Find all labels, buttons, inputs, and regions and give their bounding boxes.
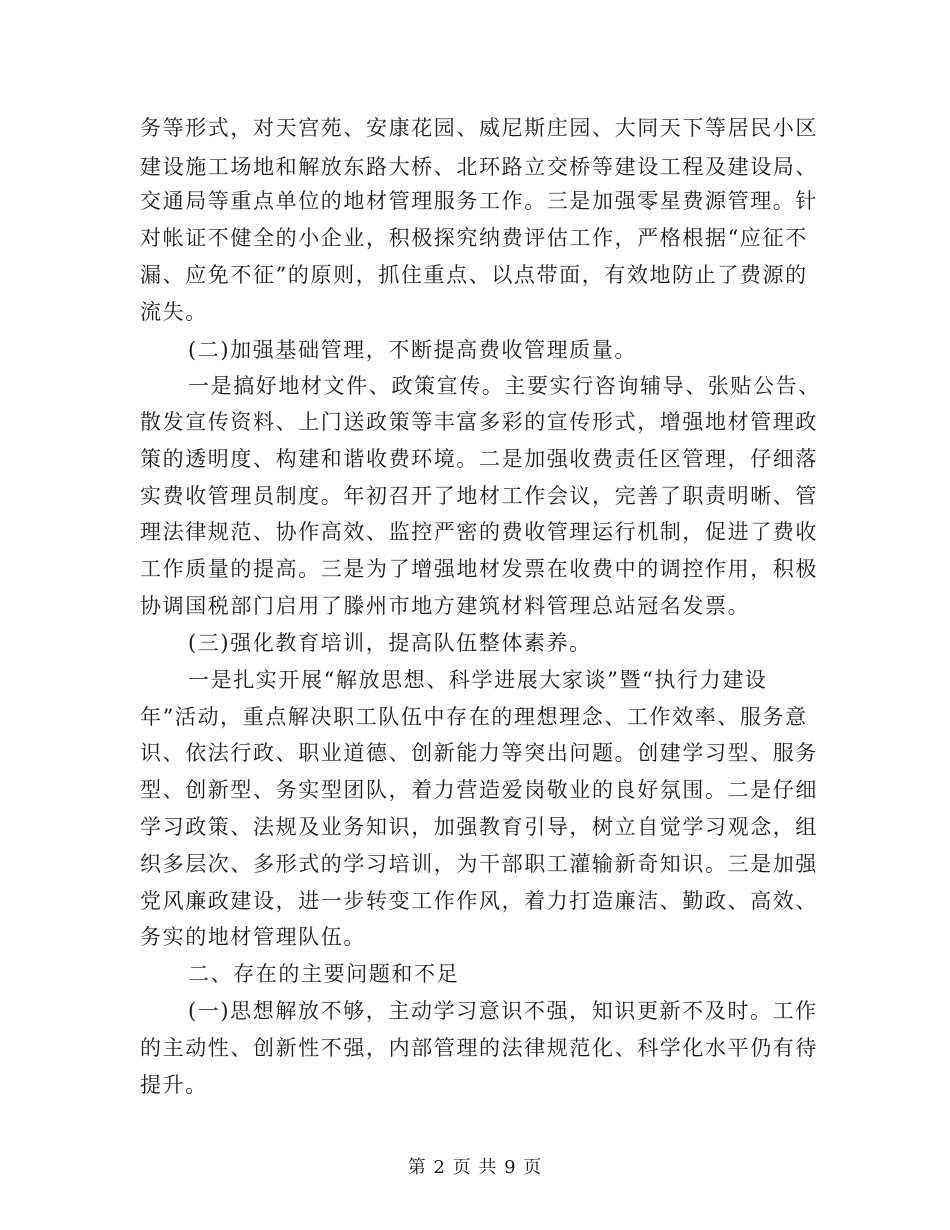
body-line: (一)思想解放不够，主动学习意识不强，知识更新不及时。工作	[188, 999, 818, 1023]
body-line: 一是扎实开展“解放思想、科学进展大家谈”暨“执行力建设	[188, 668, 768, 692]
body-line: 漏、应免不征”的原则，抓住重点、以点带面，有效地防止了费源的	[140, 263, 808, 287]
section-heading: 二、存在的主要问题和不足	[188, 962, 460, 986]
body-line: 学习政策、法规及业务知识，加强教育引导，树立自觉学习观念，组	[140, 815, 818, 839]
body-line: 协调国税部门启用了滕州市地方建筑材料管理总站冠名发票。	[140, 594, 751, 618]
section-heading: (三)强化教育培训，提高队伍整体素养。	[188, 631, 592, 655]
body-line: 一是搞好地材文件、政策宣传。主要实行咨询辅导、张贴公告、	[188, 374, 821, 398]
body-line: 党风廉政建设，进一步转变工作作风，着力打造廉洁、勤政、高效、	[140, 889, 818, 913]
body-line: 务等形式，对天宫苑、安康花园、威尼斯庄园、大同天下等居民小区	[140, 116, 818, 140]
body-line: 工作质量的提高。三是为了增强地材发票在收费中的调控作用，积极	[140, 557, 818, 581]
body-line: 提升。	[140, 1073, 208, 1097]
body-line: 交通局等重点单位的地材管理服务工作。三是加强零星费源管理。针	[140, 189, 818, 213]
body-line: 型、创新型、务实型团队，着力营造爱岗敬业的良好氛围。二是仔细	[140, 778, 818, 802]
body-line: 理法律规范、协作高效、监控严密的费收管理运行机制，促进了费收	[140, 520, 818, 544]
body-line: 策的透明度、构建和谐收费环境。二是加强收费责任区管理，仔细落	[140, 447, 818, 471]
body-line: 的主动性、创新性不强，内部管理的法律规范化、科学化水平仍有待	[140, 1036, 818, 1060]
body-line: 对帐证不健全的小企业，积极探究纳费评估工作，严格根据“应征不	[140, 226, 808, 250]
body-line: 散发宣传资料、上门送政策等丰富多彩的宣传形式，增强地材管理政	[140, 410, 818, 434]
body-line: 识、依法行政、职业道德、创新能力等突出问题。创建学习型、服务	[140, 741, 818, 765]
body-line: 织多层次、多形式的学习培训，为干部职工灌输新奇知识。三是加强	[140, 852, 818, 876]
page-number-footer: 第 2 页 共 9 页	[407, 1157, 543, 1178]
body-line: 年”活动，重点解决职工队伍中存在的理想理念、工作效率、服务意	[140, 705, 808, 729]
body-line: 建设施工场地和解放东路大桥、北环路立交桥等建设工程及建设局、	[140, 155, 818, 179]
body-line: 实费收管理员制度。年初召开了地材工作会议，完善了职责明晰、管	[140, 484, 818, 508]
section-heading: (二)加强基础管理，不断提高费收管理质量。	[188, 338, 637, 362]
body-line: 务实的地材管理队伍。	[140, 925, 366, 949]
body-line: 流失。	[140, 300, 208, 324]
